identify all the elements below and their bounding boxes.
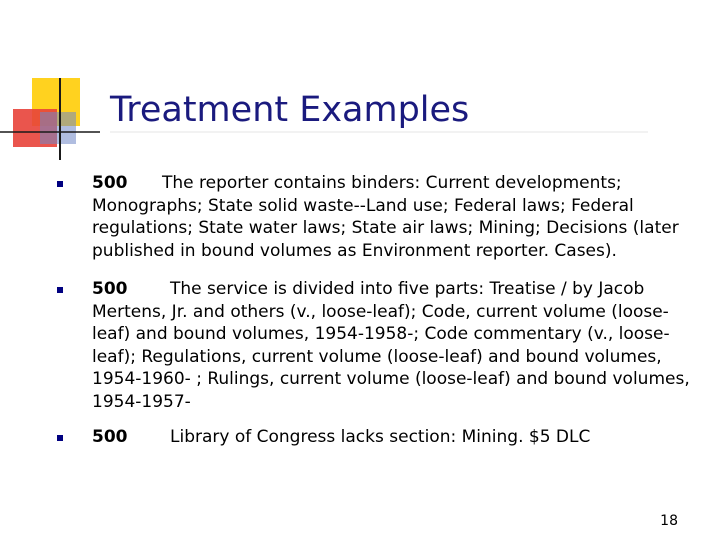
bullet-code: 500 bbox=[92, 173, 128, 193]
bullet-text: The reporter contains binders: Current developments; Monographs; State solid waste--Land use; Federal laws; Federal regulations; State water laws; State air laws; Mining; Decisions (later published in bound volumes as Environment reporter. Cases). bbox=[92, 173, 679, 261]
bullet-code: 500 bbox=[92, 427, 128, 447]
bullet-code: 500 bbox=[92, 279, 128, 299]
bullet-marker bbox=[57, 181, 63, 187]
bullet-body bbox=[92, 278, 698, 413]
slide-title: Treatment Examples bbox=[110, 90, 470, 130]
bullet-marker bbox=[57, 287, 63, 293]
bullet-marker bbox=[57, 435, 63, 441]
bullet-body bbox=[92, 426, 698, 449]
bullet-body bbox=[92, 172, 698, 262]
logo-blue-square bbox=[40, 112, 76, 144]
page-number: 18 bbox=[660, 513, 678, 529]
bullet-text: Library of Congress lacks section: Mining. $5 DLC bbox=[170, 427, 591, 447]
bullet-text: The service is divided into five parts: Treatise / by Jacob Mertens, Jr. and others (v., loose-leaf); Code, current volume (loose-leaf) and bound volumes, 1954-1958-; Code commentary (v., loose-leaf); Regulations, current volume (loose-leaf) and bound volumes, 1954-1960- ; Rulings, current volume (loose-leaf) and bound volumes, 1954-1957- bbox=[92, 279, 690, 412]
